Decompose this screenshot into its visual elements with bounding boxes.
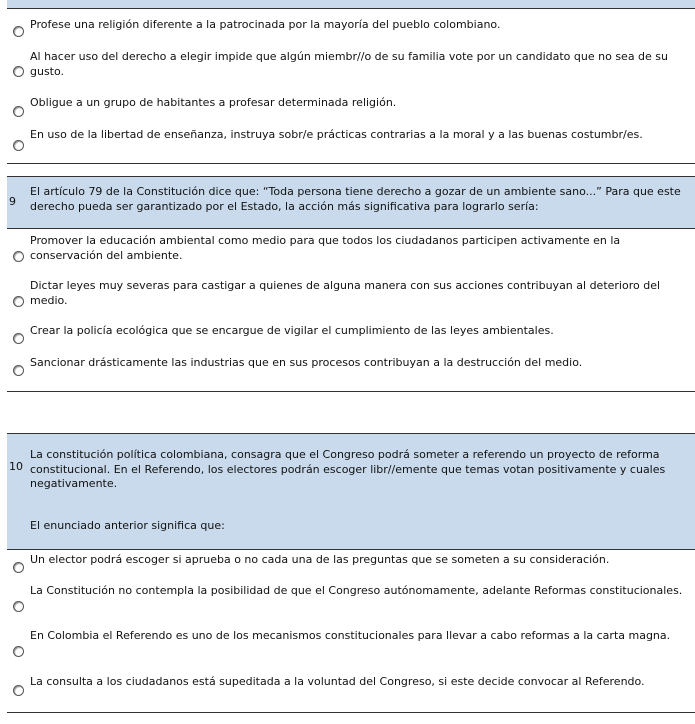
option-10d[interactable] [7, 673, 689, 695]
option-10a[interactable] [7, 552, 689, 574]
option-10c[interactable] [7, 628, 689, 662]
option-text: Sancionar drásticamente las industrias que en sus procesos contribuyan a la destrucción del medio. [30, 356, 583, 369]
option-text: Obligue a un grupo de habitantes a profesar determinada religión. [30, 96, 397, 109]
option-text: En uso de la libertad de enseñanza, instruya sobr/e prácticas contrarias a la moral y a las buenas costumbr/es. [30, 128, 643, 141]
option-9b[interactable] [7, 276, 689, 310]
option-8a[interactable] [7, 11, 689, 31]
option-text: La Constitución no contempla la posibilidad de que el Congreso autónomamente, adelante Reformas constitucionales. [30, 584, 683, 597]
radio-button[interactable] [13, 140, 24, 151]
radio-button[interactable] [13, 601, 24, 612]
option-9c[interactable] [7, 318, 689, 340]
question-9 [7, 176, 695, 392]
option-text: Un elector podrá escoger si aprueba o no cada una de las preguntas que se someten a su consideración. [30, 553, 610, 566]
option-9a[interactable] [7, 231, 689, 265]
option-8b[interactable] [7, 41, 689, 77]
header-separator [7, 228, 695, 229]
question-8 [7, 0, 695, 164]
radio-button[interactable] [13, 646, 24, 657]
radio-button[interactable] [13, 296, 24, 307]
option-text: Promover la educación ambiental como medio para que todos los ciudadanos participen activamente en la conservación del ambiente. [30, 234, 621, 262]
question-9-header [7, 177, 695, 228]
radio-button[interactable] [13, 365, 24, 376]
question-text: El artículo 79 de la Constitución dice que: “Toda persona tiene derecho a gozar de un ambiente sano...” Para que este derecho pueda ser garantizado por el Estado, la acción más significativa para lograrlo sería: [30, 185, 681, 213]
header-separator [7, 549, 695, 550]
question-number: 9 [9, 195, 16, 208]
option-text: En Colombia el Referendo es uno de los mecanismos constitucionales para llevar a cabo reformas a la carta magna. [30, 629, 671, 642]
question-text: La constitución política colombiana, consagra que el Congreso podrá someter a referendo un proyecto de reforma constitucional. En el Referendo, los electores podrán escoger libr//emente que temas votan positivamente y cuales negativamente. [30, 448, 666, 490]
question-10 [7, 433, 695, 713]
option-text: Profese una religión diferente a la patrocinada por la mayoría del pueblo colombiano. [30, 18, 501, 31]
question-8-header [7, 0, 695, 8]
option-10b[interactable] [7, 583, 689, 617]
option-text: Al hacer uso del derecho a elegir impide que algún miembr//o de su familia vote por un candidato que no sea de su gusto. [30, 50, 669, 78]
radio-button[interactable] [13, 26, 24, 37]
option-text: Crear la policía ecológica que se encargue de vigilar el cumplimiento de las leyes ambientales. [30, 324, 554, 337]
question-number: 10 [9, 460, 23, 473]
option-9d[interactable] [7, 350, 689, 372]
option-8c[interactable] [7, 89, 689, 109]
header-separator [7, 8, 695, 9]
option-text: Dictar leyes muy severas para castigar a quienes de alguna manera con sus acciones contribuyan al deterioro del medio. [30, 279, 661, 307]
radio-button[interactable] [13, 333, 24, 344]
option-text: La consulta a los ciudadanos está supeditada a la voluntad del Congreso, si este decide convocar al Referendo. [30, 675, 645, 688]
radio-button[interactable] [13, 251, 24, 262]
question-10-header [7, 434, 695, 549]
radio-button[interactable] [13, 685, 24, 696]
question-statement: El enunciado anterior significa que: [30, 519, 225, 532]
radio-button[interactable] [13, 106, 24, 117]
radio-button[interactable] [13, 562, 24, 573]
option-8d[interactable] [7, 121, 689, 141]
radio-button[interactable] [13, 66, 24, 77]
